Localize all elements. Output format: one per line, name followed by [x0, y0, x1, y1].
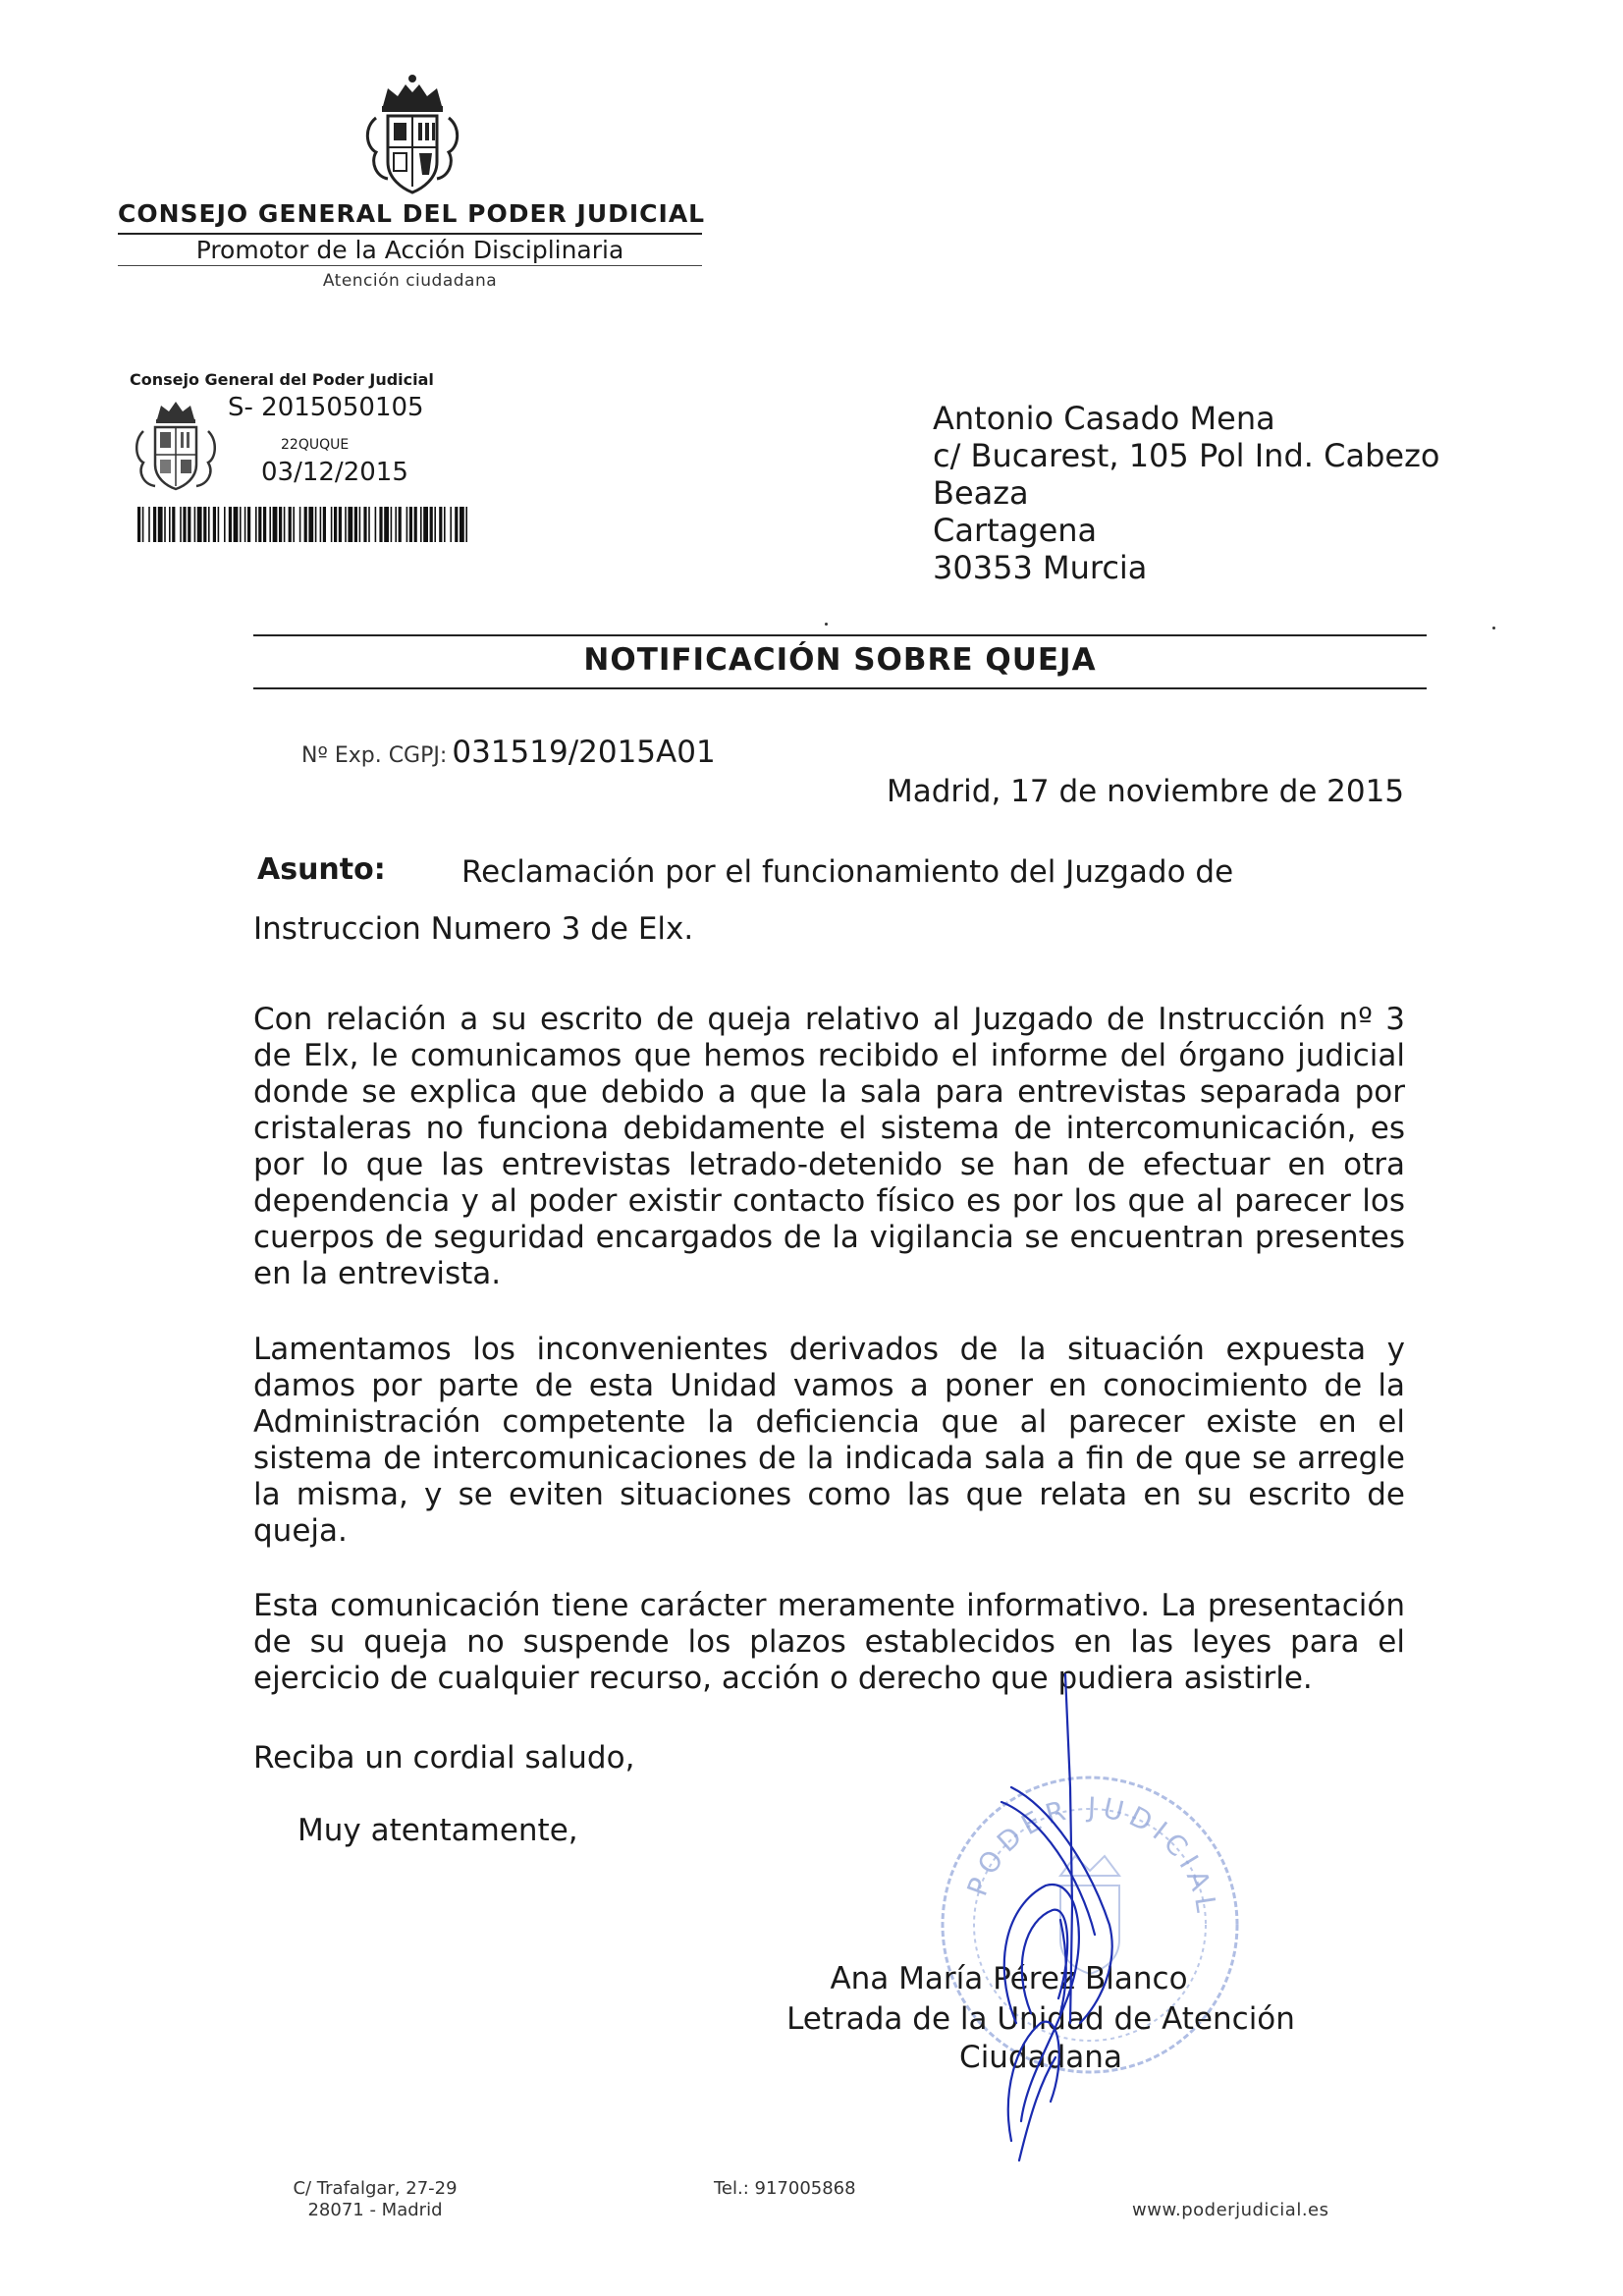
- recipient-city: Cartagena: [933, 512, 1098, 549]
- barcode-bar: [188, 507, 190, 542]
- barcode-bar: [430, 507, 433, 542]
- barcode-bar: [258, 507, 261, 542]
- barcode-bar: [339, 507, 342, 542]
- barcode-bar: [169, 507, 171, 542]
- barcode-bar: [423, 507, 428, 542]
- barcode-bar: [334, 507, 337, 542]
- stamp-crest-icon: [130, 398, 223, 496]
- barcode-bar: [213, 507, 216, 542]
- recipient-address: [933, 400, 1439, 586]
- subtitle-rule: [118, 265, 702, 266]
- barcode-bar: [142, 507, 144, 542]
- barcode-bar: [409, 507, 412, 542]
- barcode-bar: [194, 507, 196, 542]
- barcode-bar: [354, 507, 357, 542]
- handwritten-signature: [972, 1669, 1149, 2190]
- barcode-bar: [224, 507, 226, 542]
- barcode-bar: [197, 507, 202, 542]
- barcode-bar: [414, 507, 417, 542]
- barcode-bar: [229, 507, 232, 542]
- barcode-bar: [255, 507, 257, 542]
- document-title: NOTIFICACIÓN SOBRE QUEJA: [583, 642, 1097, 678]
- footer-address: [277, 2178, 473, 2221]
- title-rule-top: [253, 634, 1427, 636]
- barcode-bar: [460, 507, 464, 542]
- barcode-bar: [395, 507, 397, 542]
- registry-number: S- 2015050105: [228, 393, 424, 422]
- barcode-bar: [465, 507, 467, 542]
- footer-website: www.poderjudicial.es: [1132, 2200, 1329, 2220]
- seal-text: PODER JUDICIAL: [960, 1790, 1224, 1921]
- barcode-bar: [345, 507, 347, 542]
- barcode-bar: [244, 507, 246, 542]
- barcode-bar: [399, 507, 402, 542]
- subject-text-continued: Instruccion Numero 3 de Elx.: [253, 911, 694, 947]
- institution-subtitle: Promotor de la Acción Disciplinaria: [195, 236, 624, 264]
- subject-label: Asunto:: [257, 852, 386, 887]
- barcode-bar: [348, 507, 352, 542]
- registry-code: 22QUQUE: [281, 437, 350, 453]
- registry-date: 03/12/2015: [261, 458, 408, 487]
- place-date: Madrid, 17 de noviembre de 2015: [887, 774, 1405, 809]
- barcode-bar: [247, 507, 250, 542]
- barcode-bar: [164, 507, 166, 542]
- barcode-bar: [359, 507, 361, 542]
- title-rule-bottom: [253, 687, 1427, 689]
- department-label: Atención ciudadana: [322, 271, 498, 291]
- institution-name: CONSEJO GENERAL DEL PODER JUDICIAL: [118, 199, 706, 228]
- barcode-bar: [180, 507, 182, 542]
- barcode-bar: [203, 507, 206, 542]
- case-reference-label: Nº Exp. CGPJ:: [301, 743, 448, 768]
- case-reference-value: 031519/2015A01: [452, 735, 716, 770]
- barcode-bar: [263, 507, 266, 542]
- institution-rule: [118, 233, 702, 235]
- barcode-bar: [273, 507, 278, 542]
- recipient-area: Beaza: [933, 474, 1029, 512]
- body-paragraph: Lamentamos los inconvenientes derivados de la situación expuesta y damos por parte de esta Unidad vamos a poner en conocimiento de la Administración competente la deficiencia que al parecer existe en el sistema de intercomunicaciones de la indicada sala a fin de que se arregle la misma, y se eviten situaciones como las que relata en su escrito de queja.: [253, 1332, 1405, 1549]
- barcode-bar: [269, 507, 271, 542]
- signer-role: Letrada de la Unidad de Atención Ciudadana: [786, 2001, 1295, 2075]
- barcode-bar: [439, 507, 442, 542]
- barcode-bar: [315, 507, 317, 542]
- signer-name: Ana María Pérez Blanco: [830, 1961, 1188, 1996]
- scan-speck: [825, 623, 828, 626]
- barcode-bar: [375, 507, 377, 542]
- barcode-bar: [153, 507, 156, 542]
- recipient-street: c/ Bucarest, 105 Pol Ind. Cabezo: [933, 437, 1440, 474]
- barcode-bar: [279, 507, 282, 542]
- barcode-bar: [299, 507, 301, 542]
- barcode-bar: [384, 507, 389, 542]
- footer-street: C/ Trafalgar, 27-29: [293, 2178, 458, 2199]
- barcode-bar: [308, 507, 313, 542]
- barcode-bar: [158, 507, 163, 542]
- barcode-bar: [293, 507, 295, 542]
- scan-speck: [1492, 627, 1495, 629]
- barcode-bar: [320, 507, 322, 542]
- barcode-bar: [218, 507, 220, 542]
- closing-sign-off: Muy atentamente,: [298, 1813, 578, 1848]
- body-paragraph: Esta comunicación tiene carácter meramente informativo. La presentación de su queja no suspende los plazos establecidos en las leyes para el ejercicio de cualquier recurso, acción o derecho que pudiera asistirle.: [253, 1588, 1405, 1696]
- barcode-bar: [137, 507, 140, 542]
- barcode-bar: [406, 507, 408, 542]
- barcode-bar: [450, 507, 452, 542]
- barcode-bar: [172, 507, 175, 542]
- recipient-postal: 30353 Murcia: [933, 549, 1148, 586]
- barcode-bar: [148, 507, 150, 542]
- barcode-bar: [289, 507, 292, 542]
- barcode: [137, 507, 467, 542]
- barcode-bar: [240, 507, 242, 542]
- barcode-bar: [434, 507, 436, 542]
- subject-text: Reclamación por el funcionamiento del Juzgado de: [461, 854, 1234, 890]
- barcode-bar: [183, 507, 186, 542]
- barcode-bar: [323, 507, 326, 542]
- barcode-bar: [368, 507, 370, 542]
- barcode-bar: [444, 507, 446, 542]
- barcode-bar: [420, 507, 422, 542]
- barcode-bar: [284, 507, 286, 542]
- barcode-bar: [208, 507, 210, 542]
- barcode-bar: [234, 507, 239, 542]
- closing-greeting: Reciba un cordial saludo,: [253, 1740, 635, 1776]
- footer-phone: Tel.: 917005868: [714, 2178, 856, 2199]
- barcode-bar: [331, 507, 333, 542]
- barcode-bar: [363, 507, 366, 542]
- stamp-title: Consejo General del Poder Judicial: [130, 370, 434, 389]
- barcode-bar: [304, 507, 307, 542]
- body-paragraph: Con relación a su escrito de queja relativo al Juzgado de Instrucción nº 3 de Elx, le comunicamos que hemos recibido el informe del órgano judicial donde se explica que debido a que la sala para entrevistas separada por cristaleras no funciona debidamente el sistema de intercomunicación, es por lo que las entrevistas letrado-detenido se han de efectuar en otra dependencia y al poder existir contacto físico es por los que al parecer los cuerpos de seguridad encargados de la vigilancia se encuentran presentes en la entrevista.: [253, 1002, 1405, 1291]
- barcode-bar: [379, 507, 382, 542]
- case-reference: [301, 735, 716, 770]
- crest-icon: [358, 69, 466, 201]
- barcode-bar: [391, 507, 393, 542]
- footer-city: 28071 - Madrid: [307, 2200, 443, 2220]
- recipient-name: Antonio Casado Mena: [933, 400, 1275, 437]
- barcode-bar: [455, 507, 458, 542]
